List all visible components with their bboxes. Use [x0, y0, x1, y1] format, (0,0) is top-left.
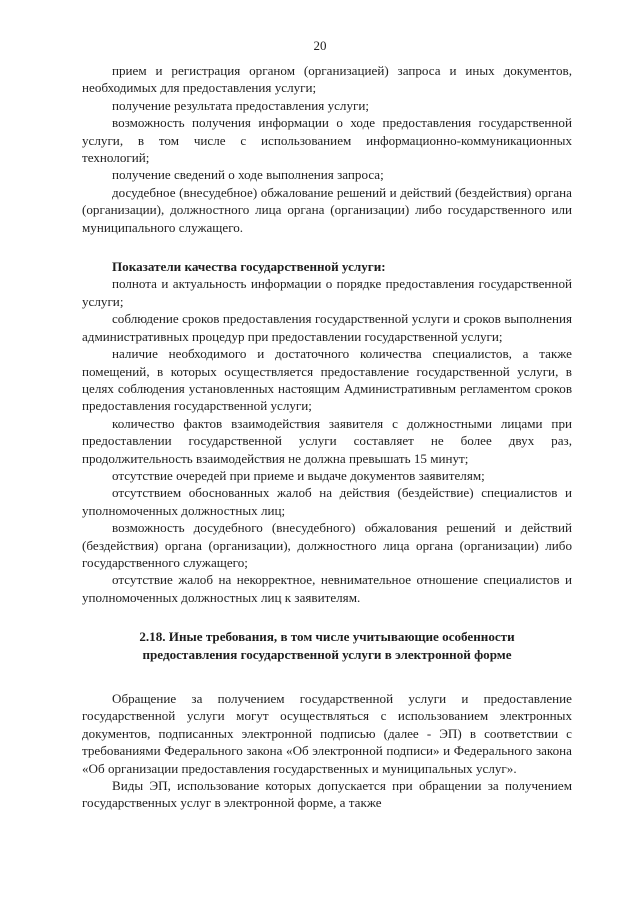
- list-item: возможность досудебного (внесудебного) обжалования решений и действий (бездействия) органа (организации), должностного лица органа (организации) либо государственного служащего;: [82, 520, 572, 570]
- list-item: отсутствие жалоб на некорректное, невнимательное отношение специалистов и уполномоченных должностных лиц к заявителям.: [82, 572, 572, 605]
- list-item: досудебное (внесудебное) обжалование решений и действий (бездействия) органа (организации), должностного лица органа (организации) либо государственного или муниципального служащего.: [82, 184, 572, 235]
- section-title: 2.18. Иные требования, в том числе учитывающие особенности: [139, 629, 515, 645]
- list-item: возможность получения информации о ходе предоставления государственной услуги, в том числе с использованием информационно-коммуникационных технологий;: [82, 115, 572, 166]
- document-body: [82, 62, 572, 812]
- section-title: предоставления государственной услуги в электронной форме: [142, 646, 512, 662]
- list-item: количество фактов взаимодействия заявителя с должностными лицами при предоставлении государственной услуги составляет не более двух раз, продолжительность взаимодействия не должна превышать 15 минут;: [82, 415, 572, 466]
- page-number: 20: [313, 38, 327, 53]
- body-paragraph: Обращение за получением государственной услуги и предоставление государственной услуги могут осуществляться с использованием электронных документов, подписанных электронной подписью (далее - ЭП) в соответствии с требованиями Федерального закона «Об электронной подписи» и Федерального закона «Об организации предоставления государственных и муниципальных услуг».: [82, 691, 572, 776]
- quality-heading: Показатели качества государственной услуги:: [112, 259, 386, 275]
- body-paragraph: Виды ЭП, использование которых допускается при обращении за получением государственных услуг в электронной форме, а также: [82, 778, 572, 811]
- list-item: наличие необходимого и достаточного количества специалистов, а также помещений, в которых осуществляется предоставление государственной услуги, в целях соблюдения установленных настоящим Административным регламентом сроков предоставления государственной услуги;: [82, 346, 572, 414]
- list-item: соблюдение сроков предоставления государственной услуги и сроков выполнения административных процедур при предоставлении государственной услуги;: [82, 311, 572, 344]
- list-item: получение сведений о ходе выполнения запроса;: [112, 167, 384, 183]
- list-item: отсутствием обоснованных жалоб на действия (бездействие) специалистов и уполномоченных должностных лиц;: [82, 485, 572, 518]
- list-item: полнота и актуальность информации о порядке предоставления государственной услуги;: [82, 276, 572, 309]
- list-item: получение результата предоставления услуги;: [112, 97, 370, 113]
- list-item: прием и регистрация органом (организацией) запроса и иных документов, необходимых для предоставления услуги;: [82, 63, 572, 96]
- list-item: отсутствие очередей при приеме и выдаче документов заявителям;: [112, 467, 485, 483]
